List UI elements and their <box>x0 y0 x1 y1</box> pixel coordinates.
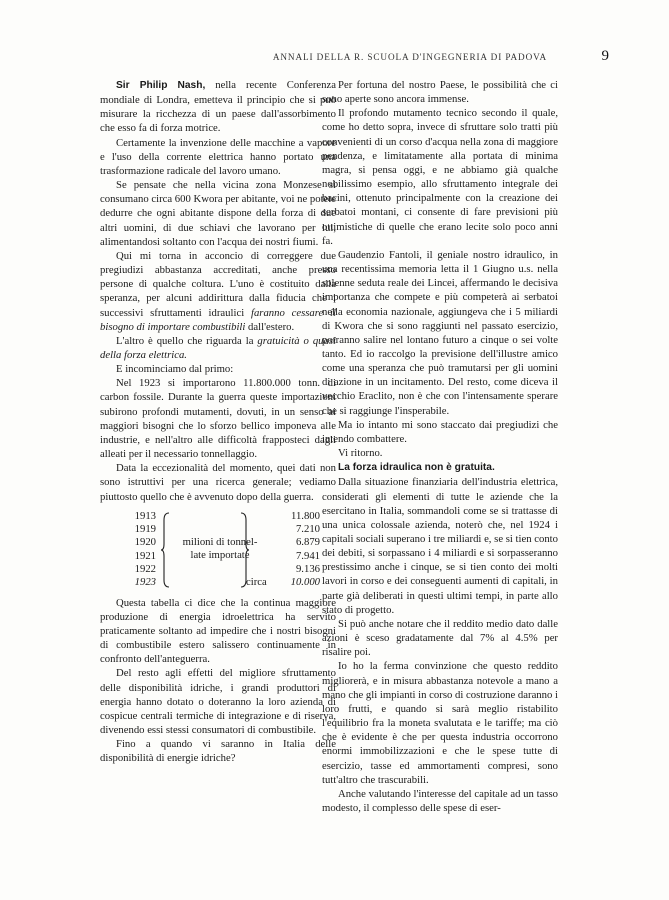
paragraph: Per fortuna del nostro Paese, le possibilità che ci sono aperte sono ancora immense. <box>322 79 558 106</box>
table-value: 11.800 <box>291 509 320 522</box>
paragraph: Ma io intanto mi sono staccato dai pregiudizi che intendo combattere. <box>322 418 558 445</box>
table-value: 7.941 <box>295 549 320 562</box>
paragraph: Certamente la invenzione delle macchine a vapore e l'uso della corrente elettrica hanno portato una trasformazione radicale del lavoro umano. <box>100 136 336 177</box>
running-header <box>60 48 609 68</box>
paragraph: Si può anche notare che il reddito medio dato dalle azioni è sceso gradatamente dal 7% al 4.5% per risalire poi. <box>322 617 558 659</box>
table-value: 6.879 <box>295 536 320 549</box>
paragraph: Fino a quando vi saranno in Italia delle disponibilità di energie idriche? <box>100 738 336 765</box>
paragraph: Io ho la ferma convinzione che questo reddito migliorerà, e in misura abbastanza notevole a mano a mano che gli impianti in corso di costruzione daranno i loro frutti, e quando si sarà meglio ristabilito l'equilibrio fra la moneta svalutata e le tariffe; ma ciò che è evidente è che per questa industria occorrono enormi immobilizzazioni e che le spese tutte di esercizio, tasse ed ammortamenti compresi, sono tutt'altro che trascurabili. <box>322 660 558 786</box>
paragraph: Sir Philip Nash, nella recente Conferenza mondiale di Londra, emetteva il principio che si può misurare la ricchezza di un paese dall'assorbimento che esso fa di forza motrice. <box>100 79 336 135</box>
paragraph: Gaudenzio Fantoli, il geniale nostro idraulico, in una recentissima memoria letta il 1 Giugno u.s. nella solenne seduta reale dei Lincei, affermando le decisiva importanza che compete e più competerà ai serbatoi nella economia nazionale, aggiungeva che i 5 miliardi di Kwora che si sono raggiunti nel passato esercizio, potranno salire nel lontano futuro a cinque o sei volte tanto. Ed io raccolgo la previsione dell'illustre amico come una speranza che può tramutarsi per gli uomini di azione in un incitamento. Del resto, come diceva il vecchio Eraclito, non è che con l'intensamente sperare che si raggiunge l'insperabile. <box>322 248 558 417</box>
paragraph: E incominciamo dal primo: <box>116 363 234 376</box>
paragraph: Se pensate che nella vicina zona Monzese si consumano circa 600 Kwora per abitante, voi ne potete dedurre che ogni abitante dispone della forza di due altri uomini, di due schiavi che lavorano per lui, alimentandosi soltanto con l'acqua dei nostri fiumi. <box>100 179 336 248</box>
table-values <box>262 510 320 590</box>
paragraph: Vi ritorno. <box>338 447 383 460</box>
paragraph: Del resto agli effetti del migliore sfruttamento delle disponibilità idriche, i grandi produttori di energia hanno dotato o doteranno la loro azienda di cospicue centrali termiche di integrazione e di riserva, divenendo essi stessi consumatori di combustibile. <box>100 667 336 737</box>
import-table <box>100 510 336 590</box>
paragraph: Dalla situazione finanziaria dell'industria elettrica, considerati gli elementi di tutte le aziende che la esercitano in Italia, sommandoli come se si trattasse di una unica colossale azienda, noterò che, nel 1924 i capitali sociali superano i tre miliardi e, se si tien conto dei debiti, si sorpassano i 4 miliardi e si sorpasseranno prestissimo anche i cinque, se si tien conto dei molti lavori in corso e dei conseguenti aumenti di capitali, in parte già deliberati in questi ultimi tempi, in parte allo stato di progetto. <box>322 476 558 616</box>
paragraph: Il profondo mutamento tecnico secondo il quale, come ho detto sopra, invece di sfruttare solo tratti più convenienti di un corso d'acqua nella zona di maggiore pendenza, e limitatamente alla portata di minima magra, si pensa oggi, e ne abbiamo già qualche nobilissimo esempio, allo sfruttamento integrale dei bacini, ottenuto principalmente con la creazione dei serbatoi montani, ci consente di fare previsioni più ottimistiche di quelle che erano lecite solo poco anni fa. <box>322 107 558 247</box>
running-title: ANNALI DELLA R. SCUOLA D'INGEGNERIA DI PADOVA <box>272 52 547 62</box>
table-year: 1913 <box>134 509 156 522</box>
table-value: 7.210 <box>295 522 320 535</box>
right-column <box>322 78 558 815</box>
left-column <box>100 78 336 766</box>
table-year: 1920 <box>134 536 156 549</box>
table-label: milioni di tonnel- late importate <box>182 535 258 562</box>
page-number: 9 <box>601 48 609 64</box>
table-value: 10.000 <box>290 576 320 589</box>
table-circa: circa <box>246 576 267 589</box>
author-name: Sir Philip Nash, <box>116 80 206 91</box>
paragraph: Data la eccezionalità del momento, quei dati non sono istruttivi per una ricerca generale; vediamo piuttosto quello che è avvenuto dopo della guerra. <box>100 462 336 503</box>
table-year: 1923 <box>134 576 156 589</box>
table-year: 1919 <box>134 522 156 535</box>
paragraph: Anche valutando l'interesse del capitale ad un tasso modesto, il complesso delle spese di eser- <box>322 787 558 814</box>
table-value: 9.136 <box>295 562 320 575</box>
table-year: 1921 <box>134 549 156 562</box>
left-brace <box>160 512 170 588</box>
section-heading: La forza idraulica non è gratuita. <box>338 462 495 474</box>
paragraph: L'altro è quello che riguarda la gratuicità o quasi della forza elettrica. <box>100 334 336 361</box>
paragraph: Questa tabella ci dice che la continua maggiore produzione di energia idroelettrica ha servito praticamente soltanto ad impedire che i nostri bisogni di combustibile estero salissero continuamente in confronto dell'anteguerra. <box>100 596 336 666</box>
table-years <box>126 510 156 590</box>
table-year: 1922 <box>134 562 156 575</box>
paragraph: Qui mi torna in acconcio di correggere due pregiudizi abbastanza accreditati, anche presso persone di qualche coltura. L'uno è costituito dalla speranza, per alcuni addirittura dalla fiducia che i successivi sfruttamenti idraulici faranno cessare il bisogno di importare combustibili dall'estero. <box>100 249 336 333</box>
paragraph: Nel 1923 si importarono 11.800.000 tonn. di carbon fossile. Durante la guerra queste importazioni subirono profondi mutamenti, dovuti, in un senso ai maggiori bisogni che lo sforzo bellico imponeva alle industrie, e nell'altro alle difficoltà frapposteci dagli alleati per il necessario tonnellaggio. <box>100 377 336 461</box>
